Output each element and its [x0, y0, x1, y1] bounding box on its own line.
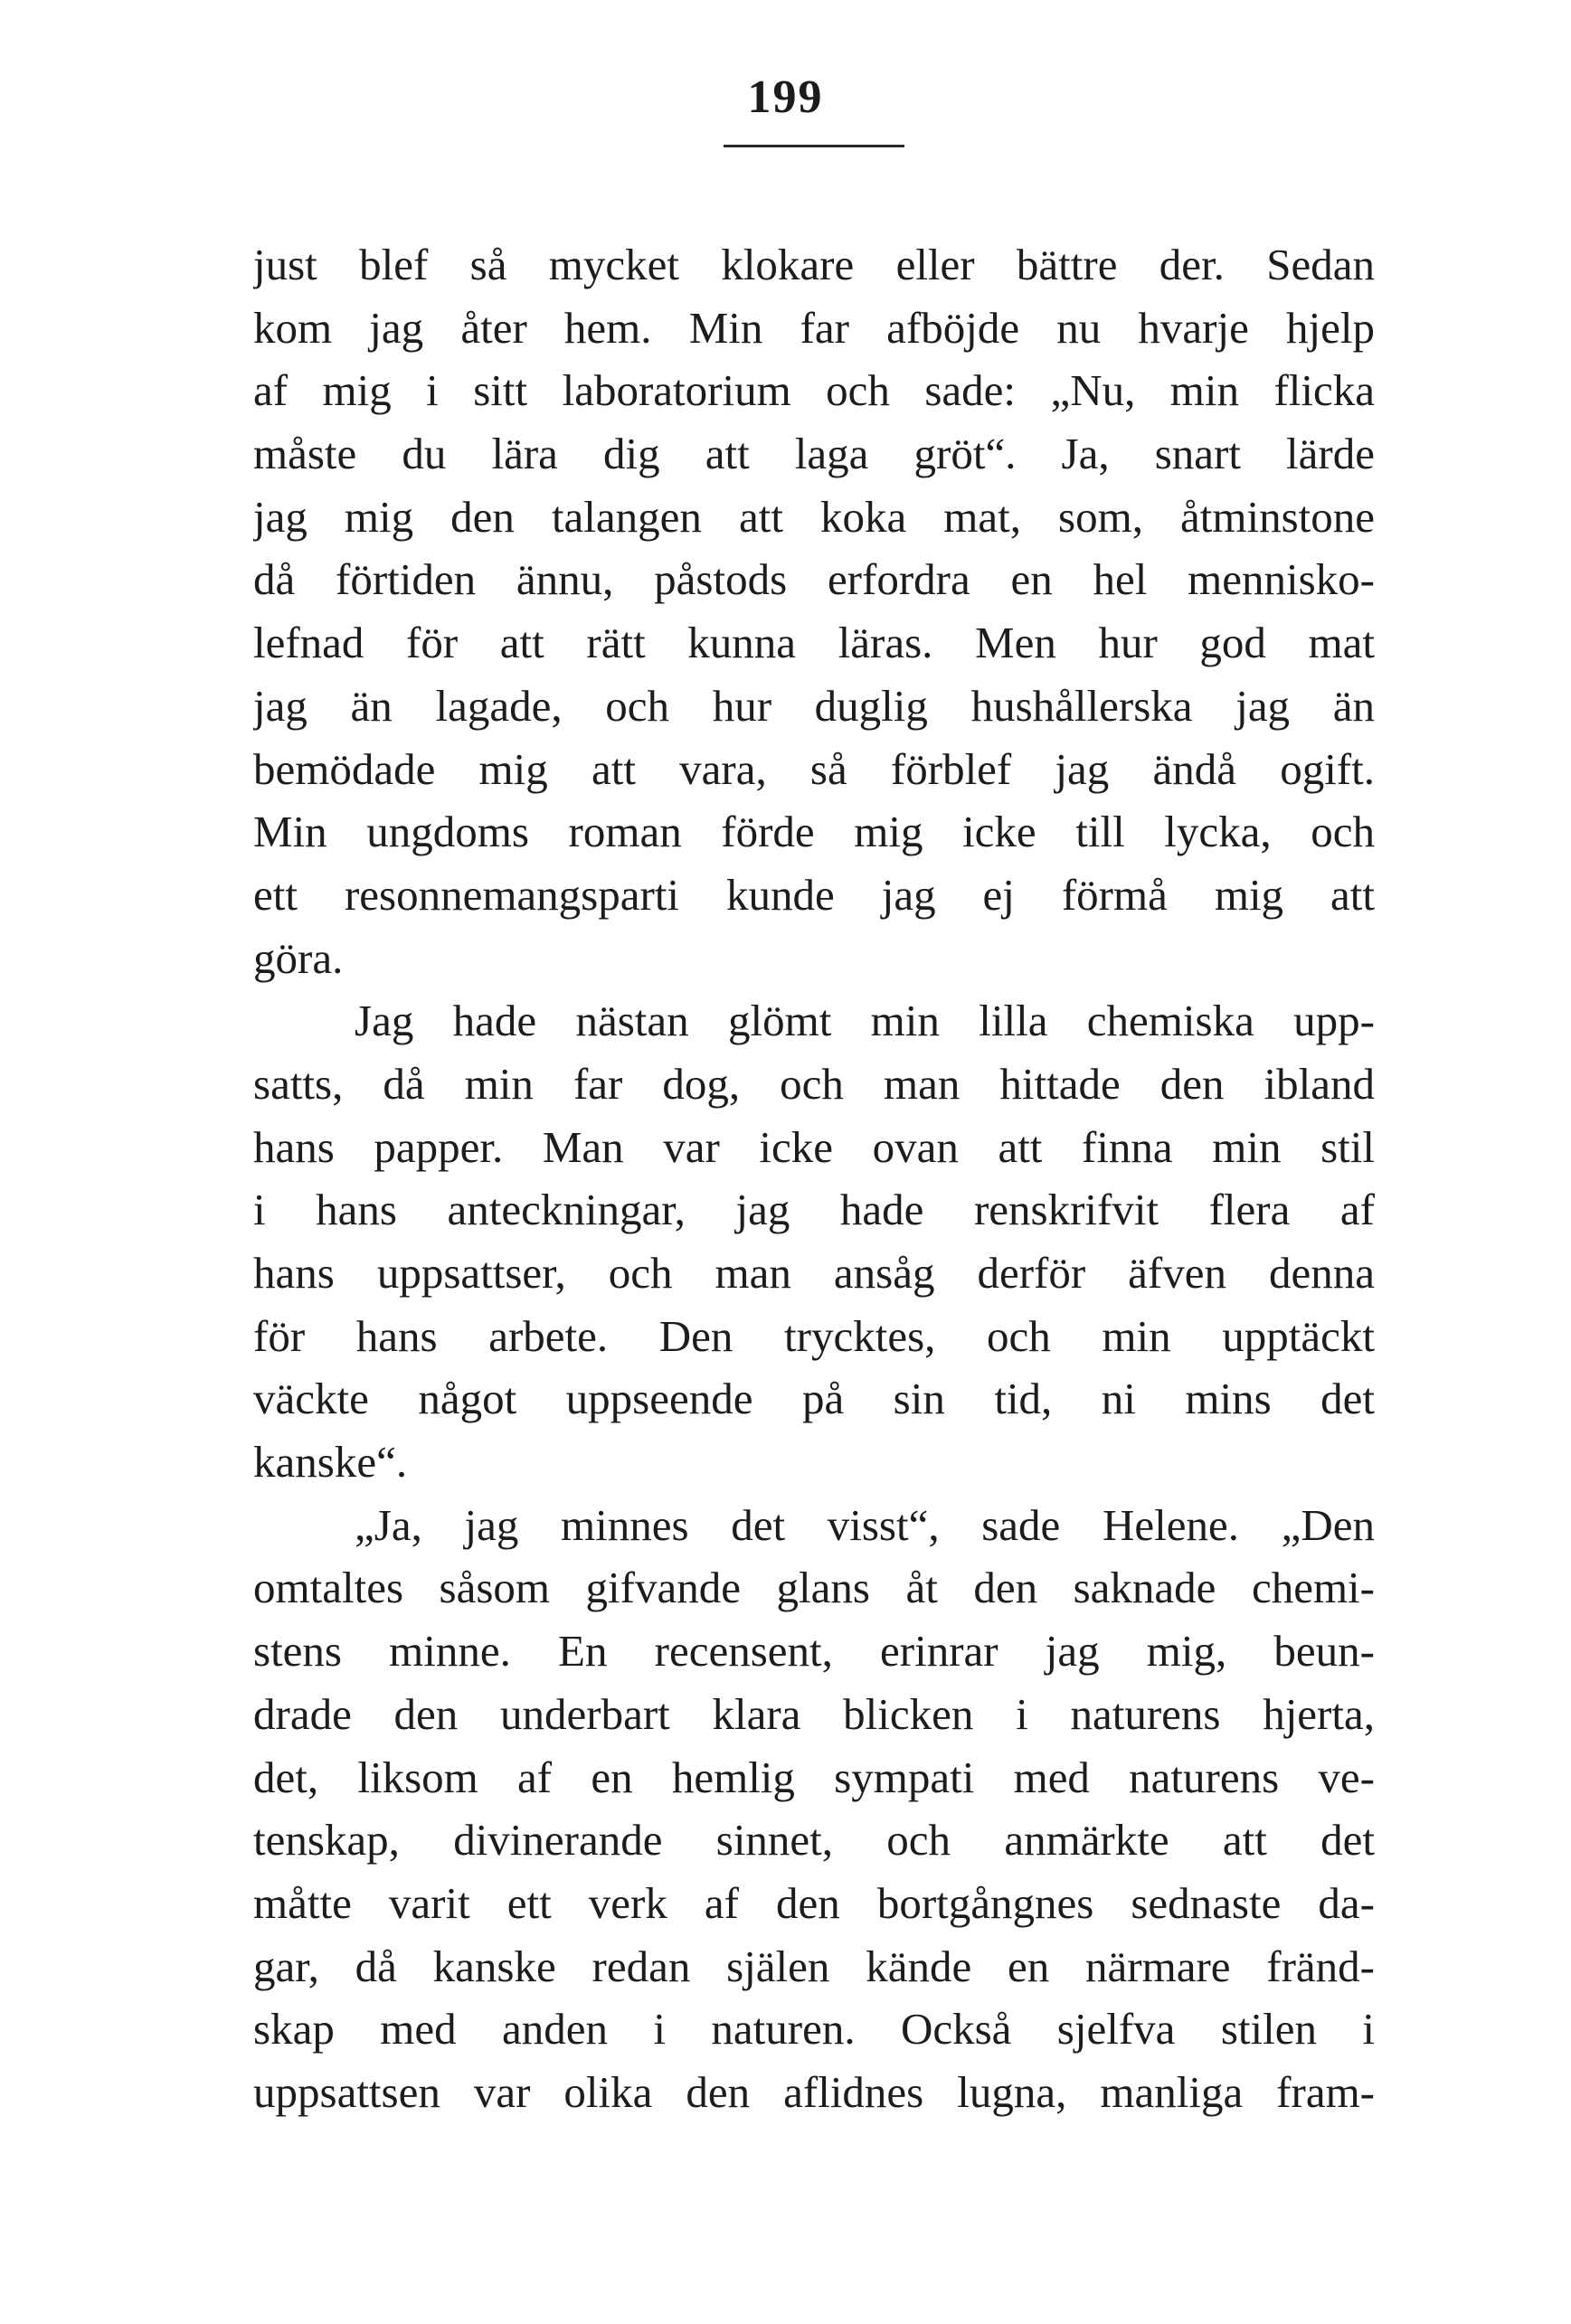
text-line: bemödade mig att vara, så förblef jag ändå ogift. — [253, 743, 1375, 794]
text-line: måste du lära dig att laga gröt“. Ja, snart lärde — [253, 429, 1375, 479]
text-line: för hans arbete. Den trycktes, och min upptäckt — [253, 1310, 1375, 1361]
text-line: af mig i sitt laboratorium och sade: „Nu, min flicka — [253, 365, 1375, 416]
text-line: stens minne. En recensent, erinrar jag mig, beun- — [253, 1626, 1375, 1677]
text-line: väckte något uppseende på sin tid, ni mins det — [253, 1374, 1375, 1424]
text-line: göra. — [253, 932, 344, 983]
text-line: „Ja, jag minnes det visst“, sade Helene. „Den — [355, 1499, 1375, 1550]
text-line: satts, då min far dog, och man hittade den ibland — [253, 1058, 1375, 1109]
text-line: jag än lagade, och hur duglig hushållerska jag än — [253, 680, 1375, 731]
text-line: tenskap, divinerande sinnet, och anmärkte att det — [253, 1815, 1375, 1866]
text-line: Jag hade nästan glömt min lilla chemiska upp- — [355, 996, 1375, 1046]
text-line: gar, då kanske redan själen kände en närmare fränd- — [253, 1941, 1375, 1991]
text-line: i hans anteckningar, jag hade renskrifvit flera af — [253, 1185, 1375, 1235]
text-line: jag mig den talangen att koka mat, som, åtminstone — [253, 491, 1375, 542]
text-line: ett resonnemangsparti kunde jag ej förmå mig att — [253, 869, 1375, 920]
text-line: hans uppsattser, och man ansåg derför äfven denna — [253, 1248, 1375, 1298]
text-line: Min ungdoms roman förde mig icke till lycka, och — [253, 807, 1375, 857]
header-rule — [724, 145, 904, 147]
text-line: drade den underbart klara blicken i naturens hjerta, — [253, 1688, 1375, 1739]
text-line: lefnad för att rätt kunna läras. Men hur god mat — [253, 618, 1375, 668]
text-line: omtaltes såsom gifvande glans åt den saknade chemi- — [253, 1563, 1375, 1613]
text-line: kom jag åter hem. Min far afböjde nu hvarje hjelp — [253, 302, 1375, 353]
text-line: skap med anden i naturen. Också sjelfva stilen i — [253, 2004, 1375, 2055]
text-line: då förtiden ännu, påstods erfordra en hel mennisko- — [253, 554, 1375, 605]
text-line: kanske“. — [253, 1437, 408, 1488]
text-line: hans papper. Man var icke ovan att finna min stil — [253, 1121, 1375, 1172]
text-line: uppsattsen var olika den aflidnes lugna, manliga fram- — [253, 2066, 1375, 2117]
text-line: just blef så mycket klokare eller bättre der. Sedan — [253, 240, 1375, 289]
text-line: det, liksom af en hemlig sympati med naturens ve- — [253, 1752, 1375, 1802]
body-text — [253, 233, 1375, 2124]
text-line: måtte varit ett verk af den bortgångnes sednaste da- — [253, 1877, 1375, 1928]
page-number: 199 — [747, 71, 824, 123]
